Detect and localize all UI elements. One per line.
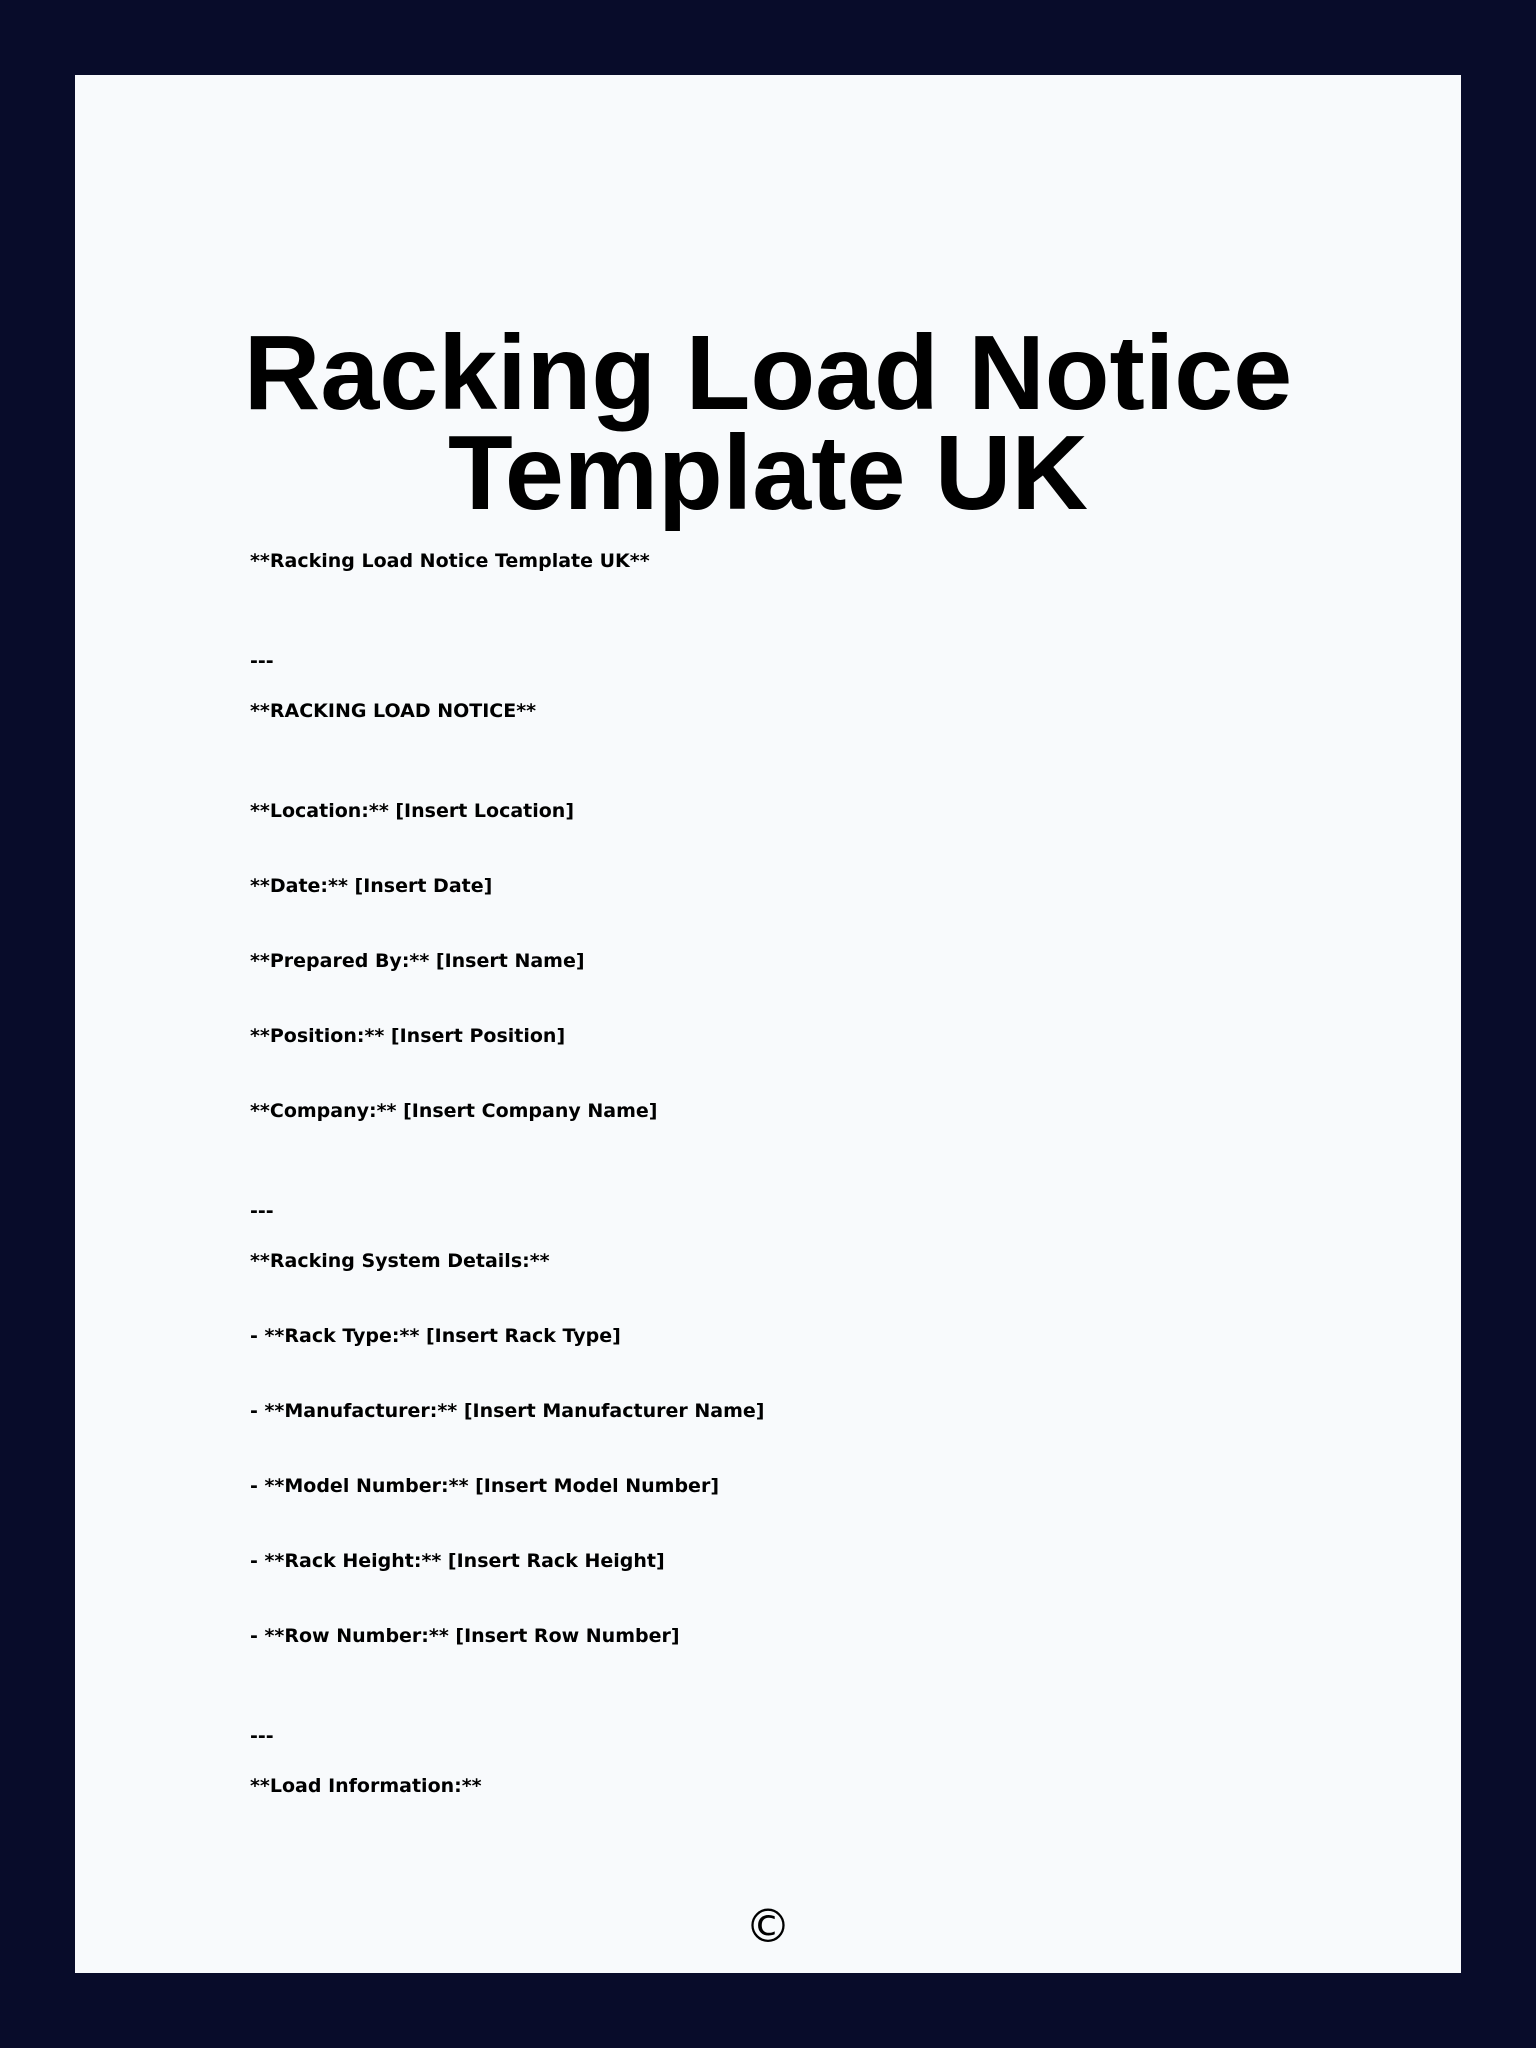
field-company: **Company:** [Insert Company Name] <box>250 1100 658 1122</box>
field-prepared-by: **Prepared By:** [Insert Name] <box>250 950 585 972</box>
separator-1: --- <box>250 650 274 672</box>
system-item-manufacturer: - **Manufacturer:** [Insert Manufacturer Name] <box>250 1400 765 1422</box>
title-line-2: Template UK <box>447 414 1089 532</box>
system-item-model-number: - **Model Number:** [Insert Model Number] <box>250 1475 719 1497</box>
notice-heading: **RACKING LOAD NOTICE** <box>250 700 537 722</box>
document-page <box>75 75 1461 1973</box>
field-location: **Location:** [Insert Location] <box>250 800 575 822</box>
system-item-rack-height: - **Rack Height:** [Insert Rack Height] <box>250 1550 665 1572</box>
copyright-icon: © <box>745 1899 791 1953</box>
field-date: **Date:** [Insert Date] <box>250 875 493 897</box>
field-position: **Position:** [Insert Position] <box>250 1025 566 1047</box>
document-heading: **Racking Load Notice Template UK** <box>250 550 650 572</box>
system-heading: **Racking System Details:** <box>250 1250 550 1272</box>
load-heading: **Load Information:** <box>250 1775 482 1797</box>
separator-3: --- <box>250 1725 274 1747</box>
title-line-1: Racking Load Notice <box>243 314 1293 432</box>
system-item-row-number: - **Row Number:** [Insert Row Number] <box>250 1625 680 1647</box>
separator-2: --- <box>250 1200 274 1222</box>
system-item-rack-type: - **Rack Type:** [Insert Rack Type] <box>250 1325 621 1347</box>
document-title <box>75 314 1461 532</box>
